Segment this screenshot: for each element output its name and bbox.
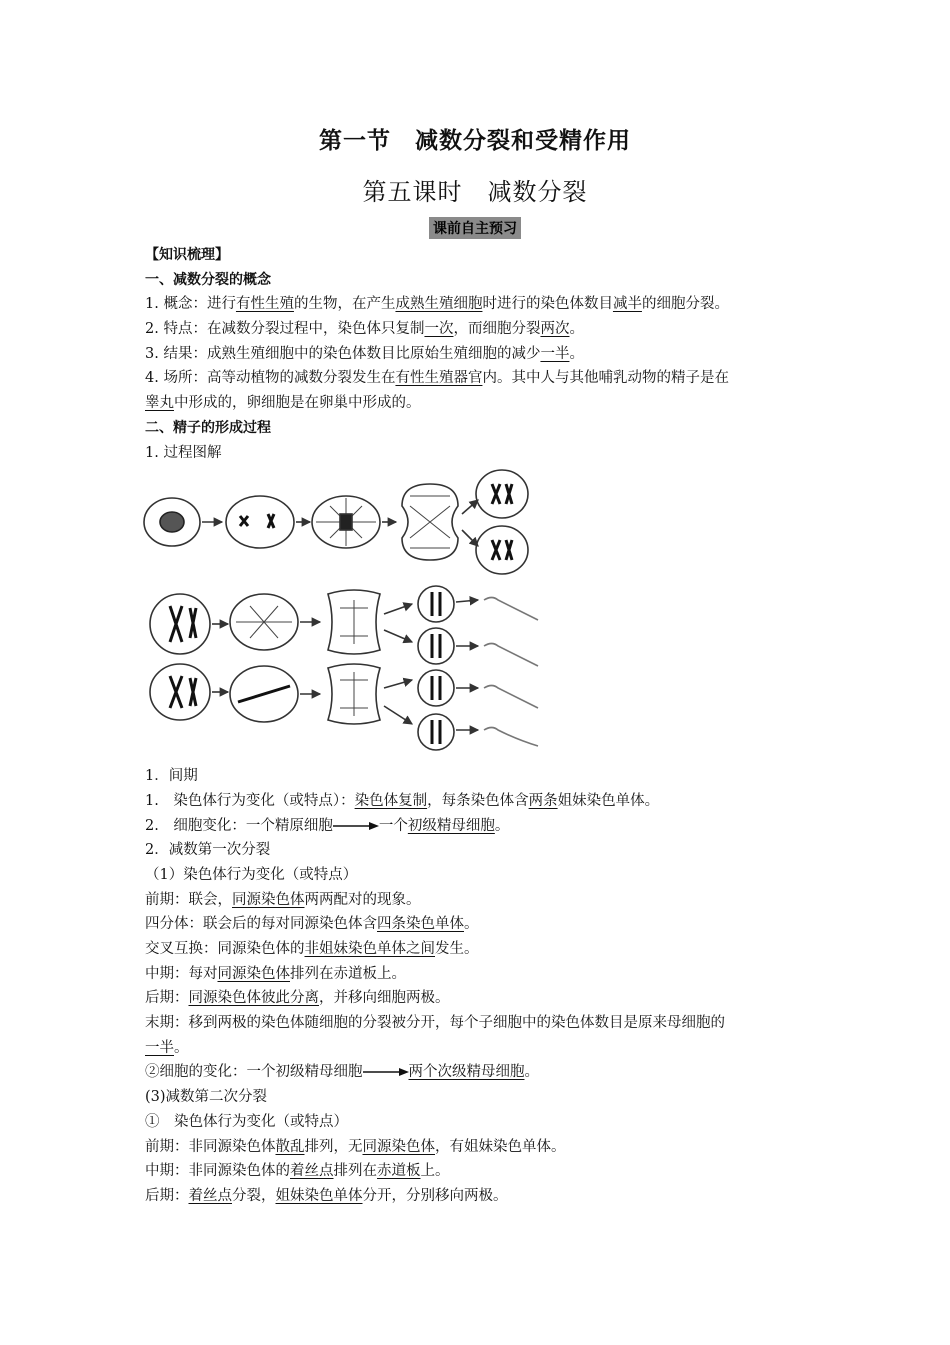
text: 的细胞分裂。 [641, 296, 729, 313]
answer: 两个次级精母细胞 [408, 1064, 525, 1081]
text: 排列在 [333, 1163, 377, 1180]
crossover-line [145, 937, 815, 962]
knowledge-heading: 【知识梳理】 [145, 247, 229, 263]
text: 前期：联会， [145, 891, 232, 908]
m2-metaphase-line [145, 1159, 815, 1184]
text: 交叉互换：同源染色体的 [145, 941, 305, 957]
preview-badge: 课前自主预习 [429, 217, 521, 239]
answer: 初级精母细胞 [407, 817, 495, 834]
result-line [145, 342, 815, 367]
section-2-heading: 二、精子的形成过程 [145, 419, 271, 436]
arrow-icon [363, 1067, 409, 1077]
arrow-icon [333, 821, 379, 831]
location-line [145, 366, 815, 391]
text: 分开，分别移向两极。 [362, 1187, 508, 1204]
answer: 同源染色体 [217, 965, 290, 982]
m2-prophase-line [145, 1135, 815, 1160]
text: 。 [569, 345, 584, 362]
answer: 减半 [612, 296, 642, 313]
badge-wrap [0, 217, 950, 239]
text: 末期：移到两极的染色体随细胞的分裂被分开，每个子细胞中的染色体数目是原来母细胞的 [145, 1015, 725, 1032]
interphase-chromosome-line [145, 789, 815, 814]
text: 发生。 [435, 941, 479, 957]
m2-anaphase-line [145, 1184, 815, 1209]
answer: 散乱 [275, 1138, 305, 1155]
answer: 成熟生殖细胞 [395, 296, 483, 313]
text: 1. 概念：进行 [145, 296, 236, 313]
text: ，并移向细胞两极。 [319, 990, 450, 1007]
answer: 同源染色体 [362, 1138, 435, 1155]
interphase-cell-line [145, 814, 815, 839]
location-line-2 [145, 391, 815, 416]
text: 中期：非同源染色体的 [145, 1163, 290, 1180]
text: 内。其中人与其他哺乳动物的精子是在 [482, 370, 729, 387]
answer: 着丝点 [188, 1187, 232, 1204]
cell-change-line [145, 1060, 815, 1085]
text: ，有姐妹染色单体。 [435, 1138, 566, 1155]
spermatogenesis-diagram [140, 466, 560, 756]
text: 3. 结果：成熟生殖细胞中的染色体数目比原始生殖细胞的减少 [145, 345, 541, 362]
text: ，每条染色体含 [427, 792, 529, 809]
diagram-caption: 1. 过程图解 [145, 444, 222, 461]
answer: 非姐妹染色单体之间 [304, 941, 435, 957]
text: 后期： [145, 1187, 189, 1204]
answer: 有性生殖 [235, 296, 294, 313]
text: 。 [524, 1064, 539, 1081]
answer: 同源染色体彼此分离 [188, 990, 319, 1007]
text: ，而细胞分裂 [453, 321, 541, 338]
anaphase-line [145, 986, 815, 1011]
telophase-line [145, 1011, 815, 1036]
answer: 一次 [424, 321, 454, 338]
text: 2. 特点：在减数分裂过程中，染色体只复制 [145, 321, 425, 338]
answer: 有性生殖器官 [395, 370, 483, 387]
tetrad-line [145, 912, 815, 937]
text: 后期： [145, 990, 189, 1007]
text: 4. 场所：高等动植物的减数分裂发生在 [145, 370, 396, 387]
answer: 同源染色体 [232, 891, 305, 908]
answer: 赤道板 [377, 1163, 421, 1180]
text: 前期：非同源染色体 [145, 1138, 276, 1155]
telophase-line-2 [145, 1036, 815, 1061]
page-title: 第一节 减数分裂和受精作用 [319, 128, 631, 154]
text: 上。 [420, 1163, 450, 1180]
text: 时进行的染色体数目 [482, 296, 613, 313]
section-1-heading: 一、减数分裂的概念 [145, 271, 271, 288]
lesson-subtitle: 第五课时 减数分裂 [362, 178, 588, 206]
answer: 姐妹染色单体 [275, 1187, 363, 1204]
concept-line [145, 292, 815, 317]
meiosis-2-sub: ① 染色体行为变化（或特点） [145, 1113, 348, 1130]
text: 姐妹染色单体。 [557, 792, 660, 809]
text: 。 [494, 817, 510, 834]
text: ②细胞的变化：一个初级精母细胞 [145, 1064, 363, 1081]
text: 。 [174, 1039, 189, 1056]
text: 两两配对的现象。 [304, 891, 421, 908]
text: 排列在赤道板上。 [290, 965, 406, 982]
text: 四分体：联会后的每对同源染色体含 [145, 916, 377, 933]
answer: 一半 [145, 1039, 174, 1056]
text: 排列，无 [304, 1138, 363, 1155]
meiosis-1-heading: 2．减数第一次分裂 [145, 842, 271, 859]
text: 。 [464, 916, 479, 933]
text: 的生物，在产生 [293, 296, 396, 313]
answer: 染色体复制 [354, 792, 428, 809]
text: 2. 细胞变化：一个精原细胞 [145, 817, 333, 834]
meiosis-2-heading: (3)减数第二次分裂 [145, 1089, 268, 1106]
feature-line [145, 317, 815, 342]
answer: 睾丸 [145, 395, 174, 412]
answer: 两条 [528, 792, 558, 809]
text: 中形成的，卵细胞是在卵巢中形成的。 [174, 395, 421, 412]
text: 。 [569, 321, 584, 338]
text: 分裂， [232, 1187, 276, 1204]
answer: 着丝点 [290, 1163, 334, 1180]
text: 一个 [378, 817, 408, 834]
prophase-line [145, 888, 815, 913]
interphase-heading: 1．间期 [145, 768, 198, 785]
text: 中期：每对 [145, 965, 218, 982]
meiosis-1-sub: （1）染色体行为变化（或特点） [145, 866, 358, 883]
text: 1. 染色体行为变化（或特点）： [145, 792, 355, 809]
answer: 一半 [540, 345, 570, 362]
answer: 四条染色单体 [377, 916, 464, 933]
metaphase-line [145, 962, 815, 987]
answer: 两次 [540, 321, 570, 338]
